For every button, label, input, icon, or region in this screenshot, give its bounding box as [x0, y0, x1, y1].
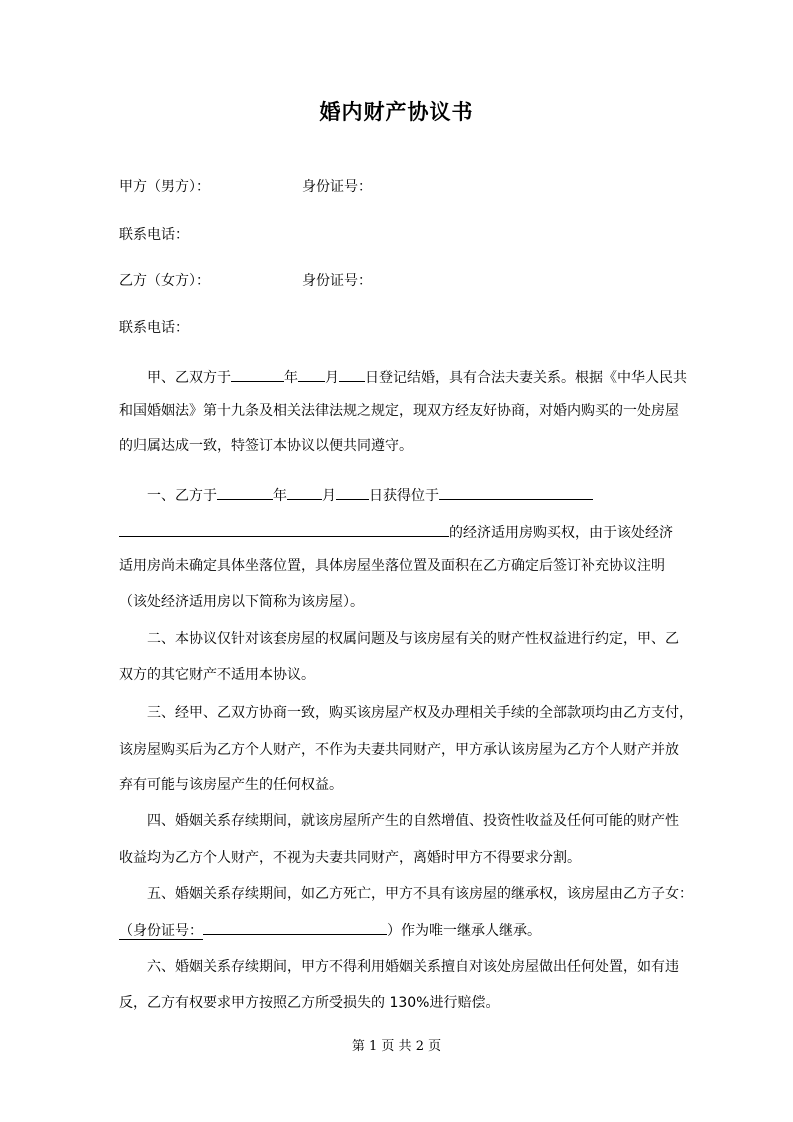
clause1-month-label: 月 [322, 488, 336, 504]
intro-text-b: 日登记结婚，具有合法夫妻关系。根据《中华人民共 [365, 370, 687, 386]
clause6-line-1: 六、婚姻关系存续期间，甲方不得利用婚姻关系擅自对该处房屋做出任何处置，如有违 [147, 959, 679, 975]
party-a-contact-label: 联系电话： [119, 227, 189, 243]
intro-text-a: 甲、乙双方于 [147, 370, 231, 386]
intro-line-2: 和国婚姻法》第十九条及相关法律法规之规定，现双方经友好协商，对婚内购买的一处房屋 [119, 403, 679, 419]
clause1-year-label: 年 [273, 488, 287, 504]
clause1-day-blank [336, 485, 369, 500]
clause6-line-2: 反，乙方有权要求甲方按照乙方所受损失的 130%进行赔偿。 [119, 995, 500, 1011]
clause3-line-1: 三、经甲、乙双方协商一致，购买该房屋产权及办理相关手续的全部款项均由乙方支付， [147, 705, 693, 721]
clause5-line-1: 五、婚姻关系存续期间，如乙方死亡，甲方不具有该房屋的继承权，该房屋由乙方子女： [147, 886, 693, 902]
clause1-line-1 [147, 485, 593, 505]
clause1-line-4: （该处经济适用房以下简称为该房屋）。 [119, 594, 364, 610]
clause3-line-2: 该房屋购买后为乙方个人财产，不作为夫妻共同财产，甲方承认该房屋为乙方个人财产并放 [119, 742, 679, 758]
marriage-day-blank [339, 367, 365, 382]
intro-month-label: 月 [325, 370, 339, 386]
document-title: 婚内财产协议书 [319, 99, 474, 124]
marriage-month-blank [298, 367, 325, 382]
party-b-label: 乙方（女方）： [119, 273, 210, 289]
intro-line-1 [147, 367, 687, 387]
clause1-text-a: 一、乙方于 [147, 488, 217, 504]
clause5-line-2-text: ）作为唯一继承人继承。 [387, 923, 541, 939]
clause2-line-2: 双方的其它财产不适用本协议。 [119, 667, 315, 683]
party-b-contact-label: 联系电话： [119, 320, 189, 336]
clause4-line-2: 收益均为乙方个人财产，不视为夫妻共同财产，离婚时甲方不得要求分割。 [119, 850, 581, 866]
party-a-line [119, 178, 210, 196]
clause5-line-2 [119, 920, 541, 940]
party-a-id-label: 身份证号： [302, 179, 372, 195]
intro-year-label: 年 [284, 370, 298, 386]
clause4-line-1: 四、婚姻关系存续期间，就该房屋所产生的自然增值、投资性收益及任何可能的财产性 [147, 813, 679, 829]
clause1-year-blank [217, 485, 273, 500]
clause1-text-b: 日获得位于 [369, 488, 439, 504]
marriage-year-blank [231, 367, 284, 382]
heir-id-blank [203, 920, 387, 935]
clause2-line-1: 二、本协议仅针对该套房屋的权属问题及与该房屋有关的财产性权益进行约定，甲、乙 [147, 631, 679, 647]
party-a-label: 甲方（男方）： [119, 179, 210, 195]
clause1-location-blank [439, 485, 593, 500]
clause1-line-3: 适用房尚未确定具体坐落位置，具体房屋坐落位置及面积在乙方确定后签订补充协议注明 [119, 558, 665, 574]
intro-line-3: 的归属达成一致，特签订本协议以便共同遵守。 [119, 438, 413, 454]
clause1-location-blank-2 [119, 522, 449, 537]
clause1-line-2-text: 的经济适用房购买权，由于该处经济 [449, 525, 673, 541]
party-b-id-label: 身份证号： [302, 273, 372, 289]
heir-id-label: （身份证号： [119, 923, 203, 939]
clause1-line-2 [119, 522, 673, 542]
page-footer: 第 1 页 共 2 页 [351, 1039, 442, 1054]
clause1-month-blank [287, 485, 322, 500]
clause3-line-3: 弃有可能与该房屋产生的任何权益。 [119, 777, 343, 793]
